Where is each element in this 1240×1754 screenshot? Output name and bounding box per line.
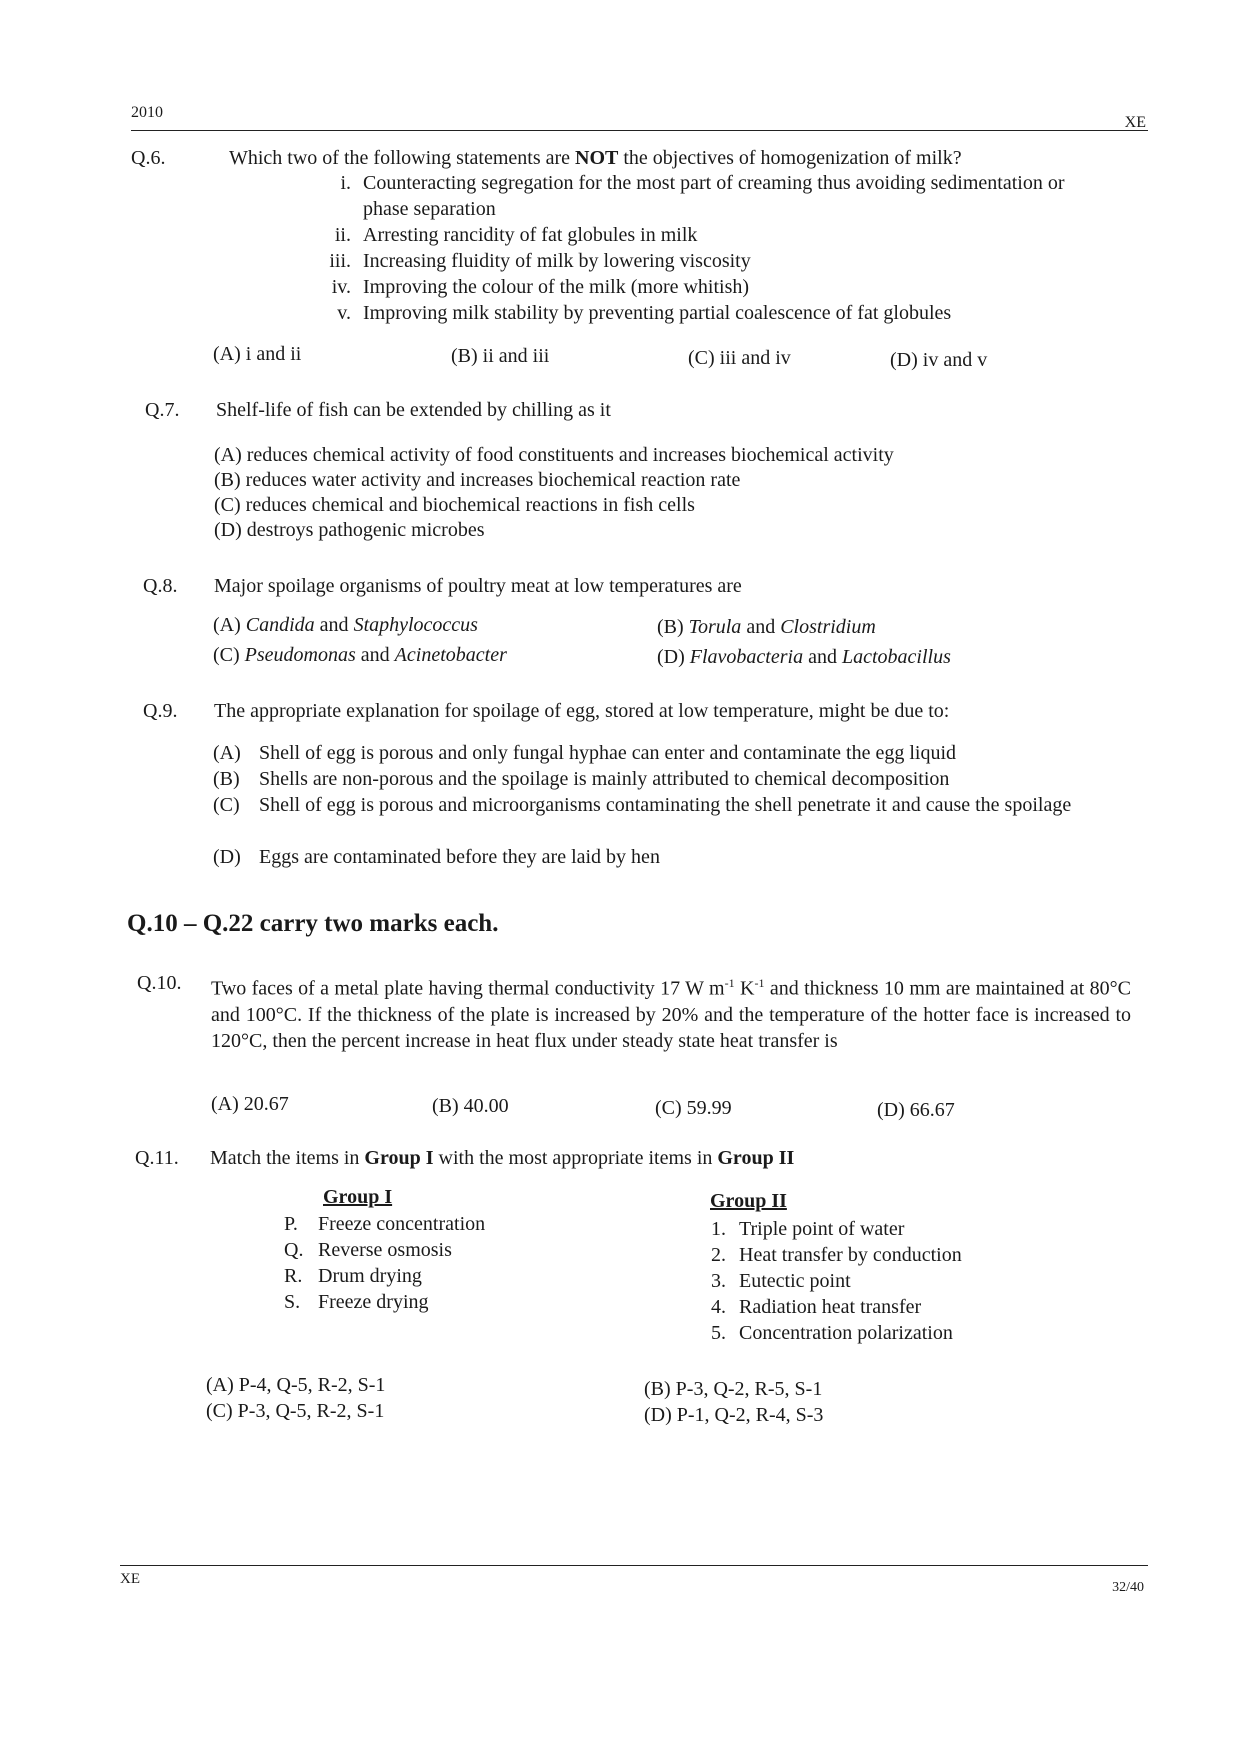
- question-text: The appropriate explanation for spoilage of egg, stored at low temperature, might be due to:: [214, 700, 950, 722]
- item-key: Q.: [284, 1239, 304, 1261]
- group-1-item-p: [284, 1211, 485, 1237]
- group-2-item-3: [711, 1268, 851, 1294]
- item-text: Radiation heat transfer: [739, 1296, 922, 1318]
- question-number: Q.10.: [137, 972, 182, 994]
- question-11-text: [210, 1147, 794, 1170]
- q7-option-c[interactable]: (C) reduces chemical and biochemical reactions in fish cells: [214, 494, 695, 516]
- group-1-title: Group I: [323, 1186, 393, 1208]
- option-label: (B): [657, 616, 689, 638]
- genus-name: Candida: [245, 614, 315, 636]
- item-key: 3.: [711, 1270, 726, 1292]
- option-label: (A): [213, 742, 241, 764]
- option-conjunction: and: [314, 614, 354, 636]
- question-text-bold: Group I: [364, 1147, 434, 1169]
- genus-name: Pseudomonas: [244, 644, 356, 666]
- option-label: (C): [213, 644, 245, 666]
- group-2-item-1: [711, 1216, 904, 1242]
- question-text-part: and thickness 10 mm are maintained at 80°C and 100°C. If the thickness of the plate is increased by 20% and the temperature of the hotter face is increased to 120°C, then the percent increase in heat flux under steady state heat transfer is: [211, 977, 1132, 1052]
- option-conjunction: and: [355, 644, 395, 666]
- option-text: Shell of egg is porous and only fungal hyphae can enter and contaminate the egg liquid: [259, 742, 957, 764]
- q11-option-d[interactable]: (D) P-1, Q-2, R-4, S-3: [644, 1404, 824, 1426]
- statement-number: i.: [340, 172, 351, 194]
- item-text: Heat transfer by conduction: [739, 1244, 962, 1266]
- statement-text: Improving milk stability by preventing partial coalescence of fat globules: [363, 302, 952, 324]
- item-key: R.: [284, 1265, 303, 1287]
- q6-option-b[interactable]: (B) ii and iii: [451, 345, 550, 367]
- option-label: (B): [213, 768, 240, 790]
- q8-option-b[interactable]: [657, 614, 876, 640]
- statement-text: Increasing fluidity of milk by lowering viscosity: [363, 250, 751, 272]
- question-number: Q.9.: [143, 700, 178, 722]
- q6-option-c[interactable]: (C) iii and iv: [688, 347, 791, 369]
- q11-option-a[interactable]: (A) P-4, Q-5, R-2, S-1: [206, 1374, 386, 1396]
- q7-option-d[interactable]: (D) destroys pathogenic microbes: [214, 519, 485, 541]
- question-text-pre: Which two of the following statements are: [229, 147, 576, 169]
- item-text: Eutectic point: [739, 1270, 851, 1292]
- option-text: Shell of egg is porous and microorganisms contaminating the shell penetrate it and cause the spoilage: [259, 794, 1072, 816]
- item-key: S.: [284, 1291, 301, 1313]
- q11-option-b[interactable]: (B) P-3, Q-2, R-5, S-1: [644, 1378, 823, 1400]
- option-label: (A): [213, 614, 246, 636]
- genus-name: Clostridium: [780, 616, 876, 638]
- statement-text: Arresting rancidity of fat globules in milk: [363, 224, 698, 246]
- statement-text: Improving the colour of the milk (more whitish): [363, 276, 750, 298]
- item-key: 5.: [711, 1322, 726, 1344]
- question-number: Q.6.: [131, 147, 166, 169]
- question-text-part: with the most appropriate items in: [433, 1147, 718, 1169]
- option-conjunction: and: [741, 616, 781, 638]
- group-2-item-4: [711, 1294, 921, 1320]
- item-key: P.: [284, 1213, 298, 1235]
- question-text-part: Match the items in: [210, 1147, 365, 1169]
- question-text: Major spoilage organisms of poultry meat at low temperatures are: [214, 575, 742, 597]
- question-text-bold: Group II: [717, 1147, 795, 1169]
- q8-option-c[interactable]: [213, 642, 507, 668]
- group-2-item-5: [711, 1320, 953, 1346]
- question-text: [229, 145, 1131, 171]
- group-1-item-q: [284, 1237, 452, 1263]
- item-key: 4.: [711, 1296, 726, 1318]
- section-heading: Q.10 – Q.22 carry two marks each.: [127, 910, 499, 937]
- footer-page-number: 32/40: [1112, 1580, 1144, 1595]
- q8-option-d[interactable]: [657, 644, 951, 670]
- question-number: Q.8.: [143, 575, 178, 597]
- option-label: (D): [657, 646, 690, 668]
- statement-number: iv.: [331, 276, 351, 298]
- statement-number: ii.: [334, 224, 351, 246]
- question-text-part: K: [734, 977, 755, 1000]
- genus-name: Torula: [688, 616, 742, 638]
- item-text: Reverse osmosis: [318, 1239, 452, 1261]
- item-text: Drum drying: [318, 1265, 422, 1287]
- group-1-item-s: [284, 1289, 429, 1315]
- q7-option-b[interactable]: (B) reduces water activity and increases biochemical reaction rate: [214, 469, 741, 491]
- option-text: Shells are non-porous and the spoilage is mainly attributed to chemical decomposition: [259, 768, 950, 790]
- q6-option-d[interactable]: (D) iv and v: [890, 349, 988, 371]
- superscript: -1: [724, 976, 735, 990]
- statement-number: iii.: [329, 250, 351, 272]
- genus-name: Staphylococcus: [353, 614, 478, 636]
- superscript: -1: [754, 976, 765, 990]
- question-text-emphasis: NOT: [575, 147, 619, 169]
- q7-option-a[interactable]: (A) reduces chemical activity of food constituents and increases biochemical activity: [214, 444, 894, 466]
- group-2-title: Group II: [710, 1190, 787, 1212]
- option-text: Eggs are contaminated before they are laid by hen: [259, 846, 660, 868]
- q10-option-a[interactable]: (A) 20.67: [211, 1093, 289, 1115]
- header-year: 2010: [131, 104, 163, 121]
- header-paper-code: XE: [1124, 114, 1146, 131]
- question-text-part: Two faces of a metal plate having thermal conductivity 17 W m: [211, 977, 725, 1000]
- item-key: 1.: [711, 1218, 726, 1240]
- statement-text: Counteracting segregation for the most part of creaming thus avoiding sedimentation or phase separation: [363, 172, 1065, 220]
- group-2-item-2: [711, 1242, 962, 1268]
- group-1-item-r: [284, 1263, 422, 1289]
- statement-number: v.: [337, 302, 351, 324]
- header-rule: [131, 130, 1148, 131]
- q11-option-c[interactable]: (C) P-3, Q-5, R-2, S-1: [206, 1400, 385, 1422]
- item-text: Triple point of water: [739, 1218, 905, 1240]
- genus-name: Flavobacteria: [689, 646, 804, 668]
- item-key: 2.: [711, 1244, 726, 1266]
- item-text: Freeze concentration: [318, 1213, 486, 1235]
- q6-option-a[interactable]: (A) i and ii: [213, 343, 302, 365]
- q10-option-d[interactable]: (D) 66.67: [877, 1099, 955, 1121]
- q8-option-a[interactable]: [213, 612, 478, 638]
- footer-rule: [120, 1565, 1148, 1566]
- footer-paper-code: XE: [120, 1571, 140, 1587]
- question-number: Q.11.: [135, 1147, 179, 1169]
- question-10-text: [211, 970, 1131, 1054]
- item-text: Freeze drying: [318, 1291, 429, 1313]
- genus-name: Acinetobacter: [394, 644, 507, 666]
- q10-option-c[interactable]: (C) 59.99: [655, 1097, 732, 1119]
- option-label: (D): [213, 846, 241, 868]
- question-text: Shelf-life of fish can be extended by chilling as it: [216, 399, 611, 421]
- item-text: Concentration polarization: [739, 1322, 953, 1344]
- q10-option-b[interactable]: (B) 40.00: [432, 1095, 509, 1117]
- option-conjunction: and: [803, 646, 842, 668]
- option-label: (C): [213, 794, 240, 816]
- question-number: Q.7.: [145, 399, 180, 421]
- genus-name: Lactobacillus: [841, 646, 951, 668]
- question-text-post: the objectives of homogenization of milk?: [618, 147, 962, 169]
